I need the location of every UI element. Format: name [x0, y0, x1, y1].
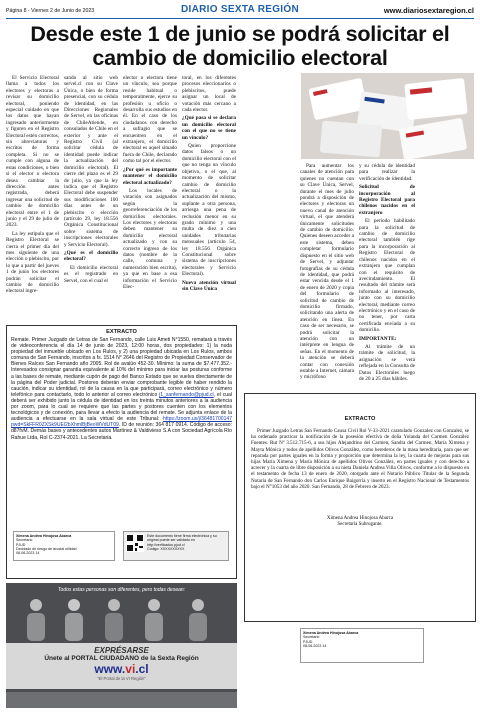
- ad-express: EXPRÉSARSE: [94, 646, 149, 655]
- ad-footer-strip: [6, 692, 237, 708]
- qr-code-icon: [126, 534, 144, 552]
- subhead: Nueva atención virtual sin Clave Única: [182, 279, 236, 292]
- notice-heading: EXTRACTO: [106, 329, 137, 335]
- headline: Desde este 1 de junio se podrá solicitar el cambio de domicilio electoral: [30, 22, 450, 70]
- masthead: DIARIO SEXTA REGIÓN: [181, 4, 299, 15]
- electronic-signature: Ximena Andrea Hinojosa Abarca Secretario PJUD Decidado de riesgo de acucial utilidad 08-06-2023 14: [13, 531, 115, 561]
- ballot-cards-image: [301, 73, 474, 159]
- legal-notice-remate: [6, 325, 237, 579]
- article-column-2: sando al sitio web servel.cl con su Clave Única, o bien de forma presencial, con su cédula de identidad, en las Direcciones Regionales de Servel, en las oficinas de ChileAtiende, en consulados de Chile en el exterior y ante el Registro Civil (al solicitar cédula de identidad puede indicar la actualización del domicilio electoral). El cierre del plazo es el 29 de julio, ya que la ley indica que el Registro Electoral debe suspender sus modificaciones 100 días antes de un plebiscito o elección (artículo 29, ley 18.556 Orgánica Constitucional sobre sistema de inscripciones electorales y Servicio Electoral). ¿Qué es el domicilio electoral? El domicilio electoral es el registrado en Servel, con el cual el: [64, 75, 118, 284]
- court-email-link[interactable]: j1_sanfernando@pjud.cl: [159, 391, 214, 398]
- article-column-6: y su cédula de identidad para realizar la verificación de identidad. Solicitud de incorporación al Registro Electoral para chilenos nacidos en el extranjero El período habilitado para la solicitud de cambio de domicilio electoral también rige para la incorporación al Registro Electoral de chilenos nacidos en el extranjero que cumplan con el requisito de avecindamiento. El resultado del trámite será informado al interesado, junto con su domicilio electoral, mediante correo electrónico y en el caso de no tener, por carta certificada enviada a su domicilio. IMPORTANTE: Al trámite de un trámite de solicitud, la asignación se verá reflejada en la Consulta de Datos Electorales luego de 20 a 25 días hábiles.: [359, 163, 415, 382]
- zoom-link[interactable]: https://zoom.us/j/36481700147 pwd=SkFFR0ZXSk9UEl2bXhmlBjBeoWVdUT09: [11, 416, 233, 429]
- legal-notice-posesion: [244, 393, 476, 622]
- notice-body: Primer Juzgado Letras San Fernando Causa Civil Rol V-33-2021 caratulado Gonzalez con Gonzalez, se ha ordenado practicar la notificación de la posesión efectiva de doña Yolanda del Carmen González Fuentes. Rut Nº 3.512.715-6, a sus hijos Alejandrino del Carmen, Sandra del Carmen, María Ximena y Mayta Mónica y todos de apellidos Olivos González, como herederos de la masa hereditaria, para que ser reparada por partes iguales en la forma y proporción que determina la ley, la cuarta de mejoras para sus hijas María Ximena y María Mónica de apellidos Olivos González, en partes iguales y con derecho a acrecer y la cuarta de libre disposición a su nieta Daniela Andrea Villa Olivos, conforme a lo dispuesto en el testamento de fecha 13 de enero de 2020, otorgado ante el Notario Público Titular de la Segunda Notaría de San Fernando don Carlos Enrique Baigorría y inserto en el Registro Nacional de Testamentos bajo el N°1053 del año 2020. San Fernando, 28 de Febrero de 2023.: [251, 428, 469, 490]
- portal-advertisement[interactable]: [6, 583, 237, 708]
- person-figure-icon: [138, 596, 170, 642]
- notice-body: Remate. Primer Juzgado de Letras de San Fernando, calle Luis Ameti N°1550, rematará a través de videoconferencia el día 14 de junio de 2023, 12:00 horas, dos propiedades: 1) la nuda propiedad del inmueble ubicado en Los Rulos, y 2) una propiedad ubicada en Los Rulos, ambos comuna de San Fernando, inscritos a fs. 1514 N° 2646 del Registro de Propiedad Conservador de Bienes Raíces San Fernando año 2005. Rol de avalúo 452-30. Mínimo: la suma de $7.477.352.- Interesados consignar garantía equivalente al 10% del mínimo para iniciar las posturas conforme a las bases de remate, mediante cupón de pago del Banco Estado que se vuelva directamente de la página del Poder judicial. Postores deberán enviar comprobante legible de haber rendido la caución, indicar su identidad, rol de la causa en la que participará, correo electrónico y número telefónico para contactarlo, todo lo anterior al correo electrónico j1_sanfernando@pjud.cl, el cual deberá ser exhibido junto la cédula de identidad en los treinta minutos anteriores a la audiencia por zoom, para lo cual se requiere que las partes y postores cuenten con los elementos tecnológicos y de conexión, para llevar a efecto la audiencia del remate. Se adjunta enlace de la audiencia a efectuarse en la sala virtual de este Tribunal: https://zoom.us/j/36481700147 pwd=SkFFR0ZXSk9UEl2bXhmlBjBeoWVdUT09. ID de reunión: 364 817 0914. Código de acceso: d87fvM. Demás bases y antecedentes autos Martínez & Valdivieso S.A con Sociedad Agrícola Río Rahue Ltda, Rol C-2374-2021. La Secretaria.: [11, 337, 233, 441]
- person-figure-icon: [98, 596, 130, 642]
- subhead: IMPORTANTE:: [359, 335, 397, 342]
- subhead: ¿Qué pasa si se declara un domicilio electoral con el que no se tiene un vínculo?: [182, 115, 236, 141]
- article-photo: [301, 73, 474, 159]
- site-url[interactable]: www.diariosextaregion.cl: [383, 6, 474, 15]
- notice-signature: Ximena Andrea Hinojosa Abarca Secretaria Subrogante.: [326, 516, 394, 528]
- header-rule: [6, 18, 474, 19]
- verification-stamp: Este documento tiene firma electrónica y su original puede ser validado en http://verificadoc.pjud.cl Código: XXXXXXXXXX: [123, 531, 229, 561]
- notice-heading: EXTRACTO: [344, 416, 376, 422]
- page-header: [6, 3, 474, 17]
- article-column-5: Para aumentar los canales de atención para quienes no cuentan con su Clave Única, Servel, durante el mes de julio pondrá a disposición de electores y electoras un nuevo canal de atención virtual, el que atenderá únicamente solicitudes de cambio de domicilio. Quienes deseen acceder a este sistema, deben completar formulario dispuesto en el sitio web de Servel, y adjuntar fotografías de su cédula de identidad, que podrá estar vencida desde el 1 de enero de 2020 y copia del formulario de solicitud de cambio de domicilio firmado, solicitando una alerta de atención en línea. En caso de ser necesario, se podrá solicitar la atención con un intérprete en lengua de señas. En el momento de la atención se deberá contar con conexión estable a Internet, cámara y micrófono: [300, 163, 354, 381]
- subhead: ¿Qué es el domicilio electoral?: [64, 249, 118, 263]
- page-date: Página 8 - Viernes 2 de Junio de 2023: [6, 8, 95, 14]
- person-figure-icon: [182, 596, 214, 642]
- article-column-3: elector o electora tiene un vínculo, sea porque reside habitual o temporalmente, ejerce su profesión u oficio o desarrolla sus estudios en él. En el caso de los ciudadanos con derecho a sufragio que se encuentren en el extranjero, el domicilio electoral es aquel situado fuera de Chile, declarado como tal por el elector. ¿Por qué es importante mantener el domicilio electoral actualizado? Los locales de votación son asignados según la georreferenciación de los domicilios electorales. Los electores y electoras deben mantener su domicilio electoral actualizado y con su correcto ingreso de los datos (nombre de la calle, comuna y numeración bien escrita), ya que en base a esa información el Servicio Elec-: [123, 75, 177, 290]
- ad-portal-text: Únete al PORTAL CIUDADANO de la Sexta Región: [44, 655, 199, 662]
- electronic-signature-box: Ximena Andrea Hinojosa Abarca Secretario PJUD 08-06-2023 14: [300, 628, 424, 663]
- person-figure-icon: [58, 596, 90, 642]
- article-column-4: toral, en los diferentes procesos eleccionarios o plebiscitos, puede asignar un local de votación más cercano a cada elector. ¿Qué pasa si se declara un domicilio electoral con el que no se tiene un vínculo? Quien proporcione datos falsos o un domicilio electoral con el que no tenga un vínculo objetivo, o el que, al momento de solicitar cambio de domicilio electoral o la actualización del mismo, suplante a otra persona, arriesga una pena de reclusión menor en su grado mínimo y una multa de diez a cien unidades tributarias mensuales (artículo 54, ley 18.556 Orgánica Constitucional sobre sistema de inscripciones electorales y Servicio Electoral). Nueva atención virtual sin Clave Única: [182, 75, 236, 292]
- person-figure-icon: [20, 596, 52, 642]
- ad-slogan: "El Portal de la VI Región": [97, 676, 146, 681]
- ad-banner: [6, 643, 237, 689]
- subhead: ¿Por qué es importante mantener el domicilio electoral actualizado?: [123, 166, 177, 186]
- subhead: Solicitud de incorporación al Registro Electoral para chilenos nacidos en el extranjero: [359, 184, 415, 216]
- ad-url[interactable]: www.vi.cl: [94, 662, 149, 676]
- article-column-1: El Servicio Electoral llama a todos los electores y electoras a revisar su domicilio electoral, poniendo especial cuidado en que los datos que hayan ingresado anteriormente y figuren en el Registro Electoral estén correctos, sin abreviaturas y escritos de forma completa. Si no se cumple con alguna de estas condiciones, o bien si el elector o electora desea cambiar la dirección antes registrada, deberá ingresar una solicitud de cambio de domicilio electoral entre el 1 de junio y el 29 de julio de 2023. La ley estipula que el Registro Electoral se cierra el primer día del mes siguiente de una elección o plebiscito, por lo que a partir del jueves 1 de junio los electores podrán solicitar el cambio de domicilio electoral ingre-: [6, 75, 59, 295]
- ad-tagline: Todos estas personas son diferentes, pero todas desean:: [57, 587, 186, 593]
